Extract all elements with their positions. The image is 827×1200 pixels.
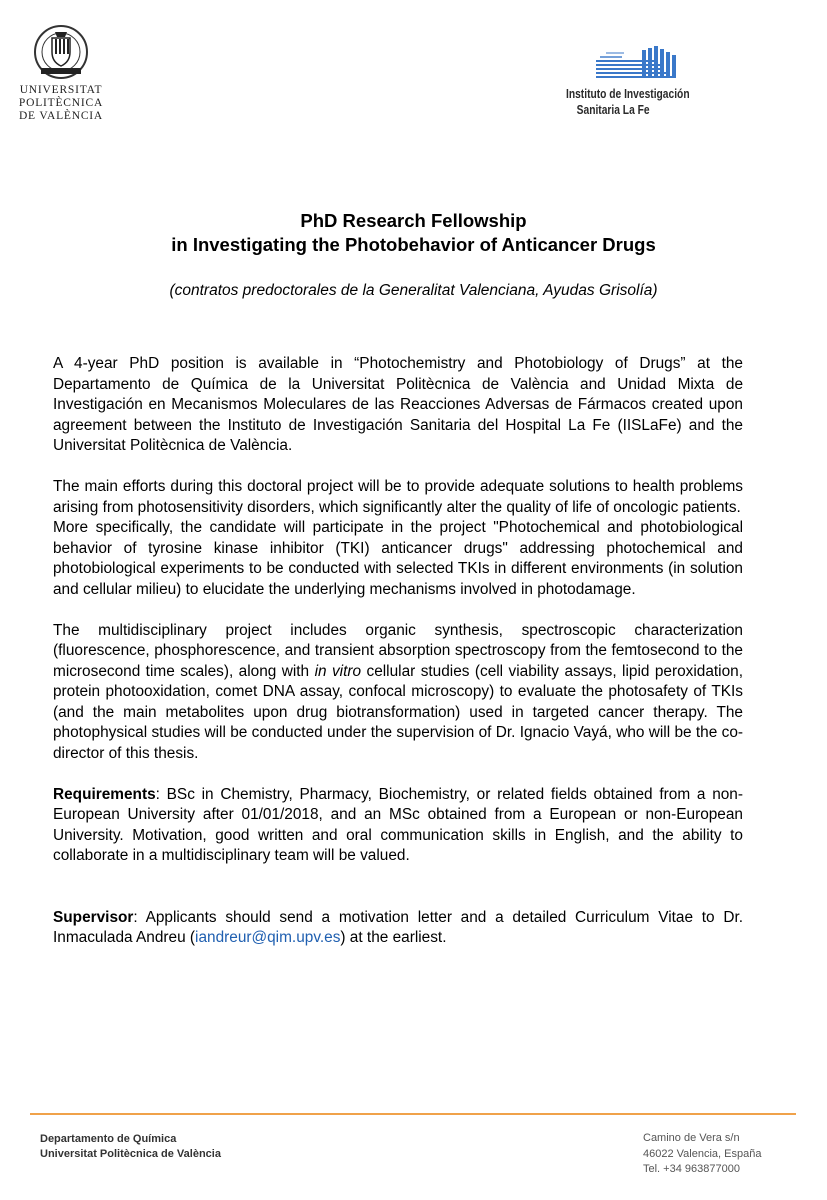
- footer-department: [40, 1132, 221, 1161]
- italic-text: in vitro: [314, 662, 362, 680]
- upv-name-line: UNIVERSITAT: [19, 84, 103, 96]
- paragraph-requirements: [53, 785, 743, 867]
- document-title: [0, 209, 827, 257]
- iis-name-line: Instituto de Investigación: [566, 87, 690, 101]
- paragraph-specifics: More specifically, the candidate will participate in the project "Photochemical and photobiological behavior of tyrosine kinase inhibitor (TKI) anticancer drugs" addressing photochemical and photobiological experiments to be conducted with selected TKIs in different environments (in solution and cellular milieu) to elucidate the underlying mechanisms involved in photodamage.: [53, 519, 743, 598]
- iis-name: [566, 86, 710, 118]
- iis-name-line: Sanitaria La Fe: [576, 103, 650, 117]
- footer-divider: [30, 1113, 796, 1115]
- title-line: PhD Research Fellowship: [300, 210, 527, 231]
- requirements-label: Requirements: [53, 785, 156, 803]
- supervisor-label: Supervisor: [53, 908, 134, 926]
- upv-logo: [18, 24, 104, 123]
- email-link[interactable]: iandreur@qim.upv.es: [195, 929, 341, 946]
- upv-name-line: DE VALÈNCIA: [18, 110, 104, 122]
- upv-name-line: POLITÈCNICA: [18, 97, 104, 109]
- text-run: : Applicants should send a motivation letter and a detailed Curriculum Vitae to Dr. Inmaculada Andreu (: [53, 908, 743, 946]
- title-line: in Investigating the Photobehavior of Anticancer Drugs: [171, 234, 656, 255]
- footer-line: Camino de Vera s/n: [643, 1132, 740, 1144]
- paragraph-supervisor: [53, 908, 743, 949]
- iis-la-fe-building-icon: [596, 46, 678, 82]
- document-body: [53, 354, 743, 949]
- text-run: The multidisciplinary project includes organic synthesis, spectroscopic characterization (fluorescence, phosphorescence, and transient absorption spectroscopy from the femtosecond to the microsecond time scales), along with: [53, 621, 743, 680]
- footer-line: Departamento de Química: [40, 1133, 177, 1145]
- text-run: ) at the earliest.: [340, 929, 447, 946]
- footer-line: Tel. +34 963877000: [643, 1163, 740, 1175]
- upv-crest-icon: [31, 24, 91, 80]
- iis-la-fe-logo: [566, 46, 706, 118]
- footer-address: [643, 1131, 761, 1178]
- upv-name: [18, 84, 104, 123]
- text-run: cellular studies (cell viability assays, lipid peroxidation, protein photooxidation, comet DNA assay, confocal microscopy) to evaluate the photosafety of TKIs (and the main metabolites upon drug biotransformation) used in targeted cancer therapy. The photophysical studies will be conducted under the supervision of Dr. Ignacio Vayá, who will be the co-director of this thesis.: [53, 662, 743, 762]
- paragraph-intro: A 4-year PhD position is available in “Photochemistry and Photobiology of Drugs” at the Departamento de Química de la Universitat Politècnica de València and Unidad Mixta de Investigación en Mecanismos Moleculares de las Reacciones Adversas de Fármacos created upon agreement between the Instituto de Investigación Sanitaria del Hospital La Fe (IISLaFe) and the Universitat Politècnica de València.: [53, 355, 743, 454]
- footer-line: Universitat Politècnica de València: [40, 1147, 221, 1160]
- footer-line: 46022 Valencia, España: [643, 1147, 762, 1160]
- document-subtitle: (contratos predoctorales de la Generalitat Valenciana, Ayudas Grisolía): [169, 282, 658, 299]
- paragraph-efforts: The main efforts during this doctoral project will be to provide adequate solutions to health problems arising from photosensitivity disorders, which significantly alter the quality of life of oncologic patients.: [53, 478, 743, 516]
- paragraph-multidisciplinary: [53, 621, 743, 765]
- text-run: : BSc in Chemistry, Pharmacy, Biochemistry, or related fields obtained from a non-European University after 01/01/2018, and an MSc obtained from a European or non-European University. Motivation, good written and oral communication skills in English, and the ability to collaborate in a multidisciplinary team will be valued.: [53, 785, 743, 864]
